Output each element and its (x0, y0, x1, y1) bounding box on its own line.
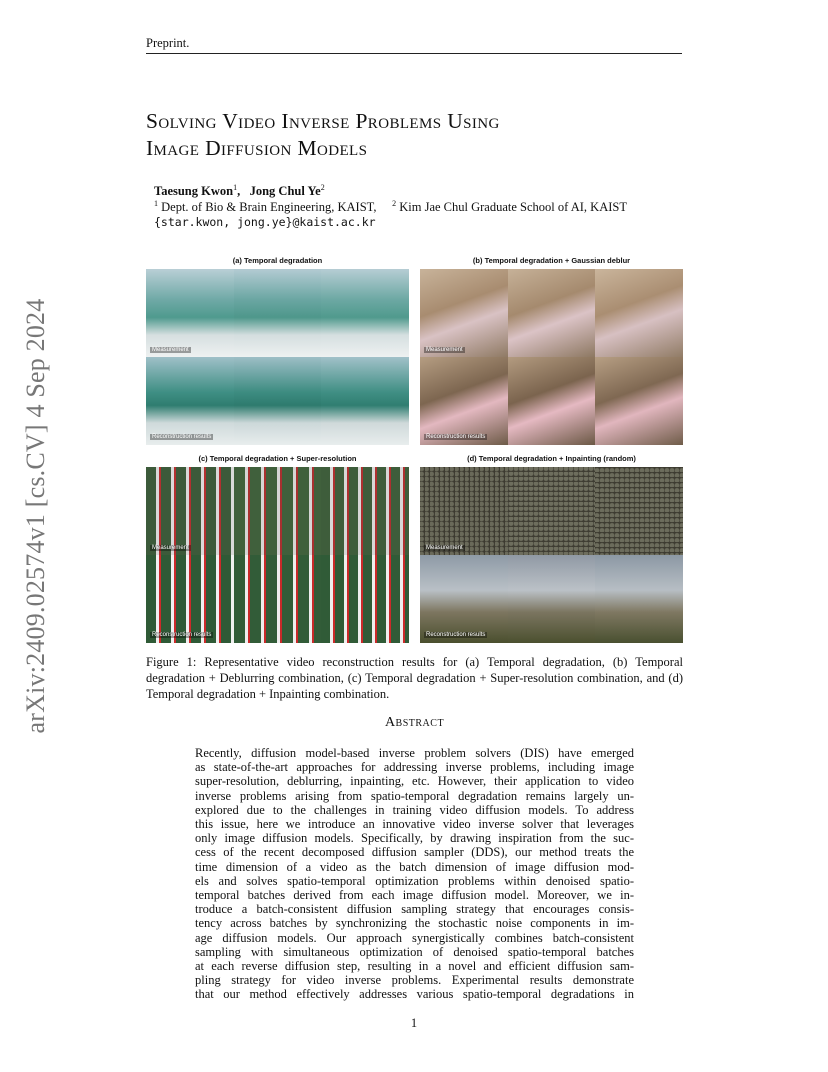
abstract-line: age diffusion models. Our approach synergistically combines batch-consistent (195, 930, 634, 945)
panel-d-measurement-label: Measurement (426, 545, 463, 551)
abstract-body (195, 746, 634, 1002)
panel-a-title: (a) Temporal degradation (232, 256, 323, 265)
panel-b-title: (b) Temporal degradation + Gaussian deblur (472, 256, 631, 265)
panel-a-measurement (146, 269, 409, 357)
title-line-1: Solving Video Inverse Problems Using (146, 109, 500, 133)
panel-c-measurement-label: Measurement (152, 545, 189, 551)
abstract-line: as state-of-the-art approaches for addressing inverse problems, including image (195, 760, 634, 775)
abstract-line: tency across batches by synchronizing the stochastic noise components in im- (195, 916, 634, 931)
abstract-line: that our method effectively addresses various spatio-temporal degradations in (195, 987, 634, 1002)
author-1-affil: 1 (233, 183, 238, 192)
panel-a-measurement-label: Measurement (152, 347, 189, 353)
panel-d-measurement (420, 467, 683, 555)
abstract-line: els and solves spatio-temporal optimization problems within denoised spatio- (195, 873, 634, 888)
title-line-2: Image Diffusion Models (146, 136, 368, 160)
panel-d (420, 454, 683, 638)
author-emails: {star.kwon, jong.ye}@kaist.ac.kr (154, 215, 376, 229)
affil-1: Dept. of Bio & Brain Engineering, KAIST, (161, 200, 377, 215)
panel-d-reconstruction-label: Reconstruction results (426, 632, 486, 638)
paper-title (146, 108, 706, 162)
author-1: Taesung Kwon (154, 184, 234, 199)
panel-a-reconstruction (146, 357, 409, 445)
abstract-line: temporal batches derived from each image diffusion model. Moreover, we in- (195, 888, 634, 903)
abstract-line: super-resolution, deblurring, inpainting, etc. However, their application to video (195, 774, 634, 789)
affil-2-mark: 2 (392, 199, 397, 208)
panel-c-measurement (146, 467, 409, 555)
abstract-line: this issue, here we introduce an innovative video inverse solver that leverages (195, 817, 634, 832)
panel-b-reconstruction-label: Reconstruction results (426, 434, 486, 440)
panel-d-title: (d) Temporal degradation + Inpainting (random) (467, 454, 636, 463)
abstract-line: pling strategy for video inverse problems. Experimental results demonstrate (195, 973, 634, 988)
affil-1-mark: 1 (154, 199, 158, 208)
panel-b-measurement (420, 269, 683, 357)
figure-caption: Figure 1: Representative video reconstruction results for (a) Temporal degradation, (b) Temporal degradation + Deblurring combination, (c) Temporal degradation + Super-resolution combination, and (d) Temporal degradation + Inpainting combination. (146, 655, 683, 701)
panel-b-reconstruction (420, 357, 683, 445)
abstract-line: troduce a batch-consistent diffusion sampling strategy that encourages consis- (195, 902, 634, 917)
abstract-line: explored due to the challenges in training video diffusion models. To address (195, 802, 634, 817)
abstract-line: at each reverse diffusion step, resulting in a novel and efficient diffusion sam- (195, 959, 634, 974)
arxiv-watermark: arXiv:2409.02574v1 [cs.CV] 4 Sep 2024 (21, 298, 50, 734)
figure-1 (146, 256, 683, 640)
author-2: Jong Chul Ye (249, 184, 321, 199)
panel-b (420, 256, 683, 440)
affiliations (154, 199, 627, 215)
abstract-line: only image diffusion models. Specifically, by drawing inspiration from the suc- (195, 831, 634, 846)
author-2-affil: 2 (320, 183, 325, 192)
author-list: Taesung Kwon$^1$, Jong Chul Ye$^2$ (154, 183, 325, 199)
panel-d-reconstruction (420, 555, 683, 643)
panel-c-title: (c) Temporal degradation + Super-resolution (198, 454, 357, 463)
abstract-line: cess of the recent decomposed diffusion sampler (DDS), our method treats the (195, 845, 634, 860)
running-header: Preprint. (146, 36, 190, 50)
panel-a-reconstruction-label: Reconstruction results (152, 434, 212, 440)
affil-2: Kim Jae Chul Graduate School of AI, KAIST (399, 200, 627, 215)
abstract-line: Recently, diffusion model-based inverse problem solvers (DIS) have emerged (195, 746, 634, 760)
abstract-line: inverse problems arising from spatio-temporal degradation remains largely un- (195, 788, 634, 803)
panel-c-reconstruction (146, 555, 409, 643)
panel-a (146, 256, 409, 440)
panel-b-measurement-label: Measurement (426, 347, 463, 353)
panel-c (146, 454, 409, 638)
header-rule (146, 53, 682, 54)
abstract-line: sampling with simultaneous optimization of denoised spatio-temporal batches (195, 944, 634, 959)
abstract-line: time dimension of a video as the batch dimension of image diffusion mod- (195, 859, 634, 874)
panel-c-reconstruction-label: Reconstruction results (152, 632, 212, 638)
abstract-heading: Abstract (384, 715, 445, 730)
page-number: 1 (410, 1016, 418, 1030)
